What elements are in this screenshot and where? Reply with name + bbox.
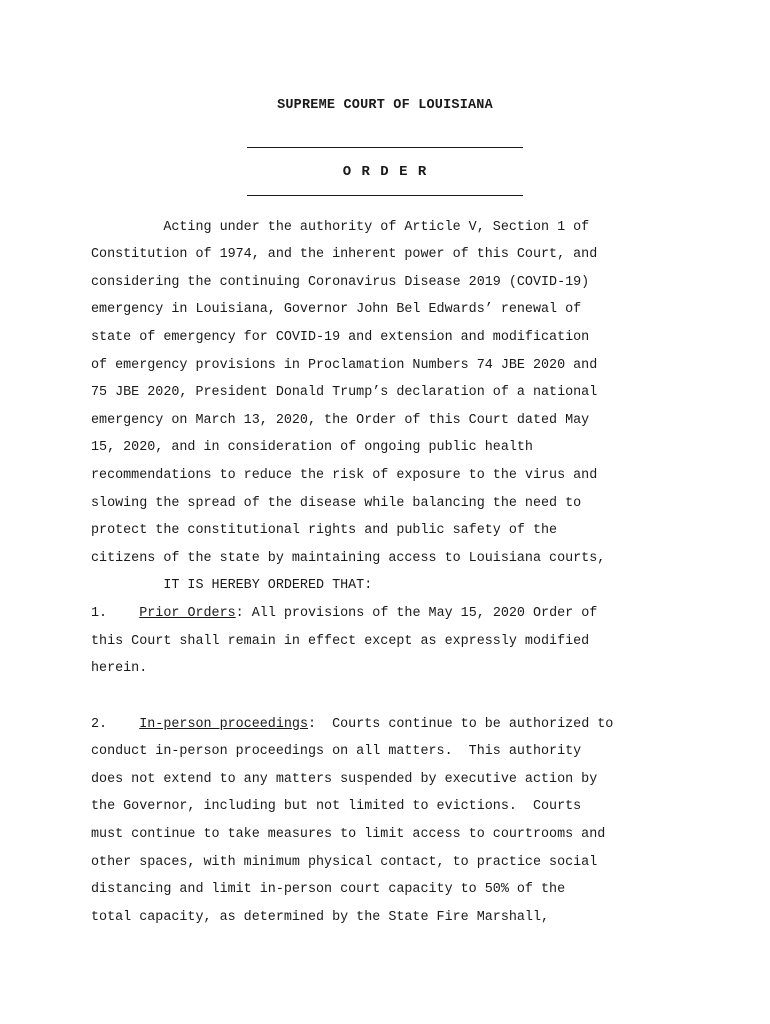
court-title: SUPREME COURT OF LOUISIANA xyxy=(277,98,493,113)
section-line: must continue to take measures to limit access to courtrooms and xyxy=(91,827,606,842)
section-line: this Court shall remain in effect except as expressly modified xyxy=(91,634,590,649)
preamble-line: slowing the spread of the disease while balancing the need to xyxy=(91,496,582,511)
preamble-line: state of emergency for COVID-19 and extension and modification xyxy=(91,330,590,345)
section-2-first-line xyxy=(91,716,613,734)
preamble-line: emergency on March 13, 2020, the Order of this Court dated May xyxy=(91,413,590,428)
preamble-line: recommendations to reduce the risk of exposure to the virus and xyxy=(91,468,598,483)
preamble-line: of emergency provisions in Proclamation Numbers 74 JBE 2020 and xyxy=(91,358,598,373)
preamble-line: Constitution of 1974, and the inherent power of this Court, and xyxy=(91,247,598,262)
title-rule-top xyxy=(247,147,523,148)
section-line: total capacity, as determined by the State Fire Marshall, xyxy=(91,910,550,925)
section-line: other spaces, with minimum physical contact, to practice social xyxy=(91,855,598,870)
section-number: 2. xyxy=(91,717,108,732)
preamble-line: emergency in Louisiana, Governor John Bel Edwards’ renewal of xyxy=(91,302,582,317)
section-heading: In-person proceedings xyxy=(139,717,308,732)
preamble-line: citizens of the state by maintaining access to Louisiana courts, xyxy=(91,551,606,566)
section-line: distancing and limit in-person court capacity to 50% of the xyxy=(91,882,566,897)
preamble-line: 15, 2020, and in consideration of ongoing public health xyxy=(91,440,533,455)
preamble-line: protect the constitutional rights and public safety of the xyxy=(91,523,558,538)
ordered-line: IT IS HEREBY ORDERED THAT: xyxy=(91,578,373,593)
title-rule-bottom xyxy=(247,195,523,196)
preamble-line: considering the continuing Coronavirus Disease 2019 (COVID-19) xyxy=(91,275,590,290)
section-line: herein. xyxy=(91,661,148,676)
section-line: conduct in-person proceedings on all matters. This authority xyxy=(91,744,582,759)
section-line: does not extend to any matters suspended by executive action by xyxy=(91,772,598,787)
order-heading: O R D E R xyxy=(342,164,428,180)
preamble-line: 75 JBE 2020, President Donald Trump’s declaration of a national xyxy=(91,385,598,400)
section-line: the Governor, including but not limited to evictions. Courts xyxy=(91,799,582,814)
section-heading: Prior Orders xyxy=(139,606,236,621)
section-text: : All provisions of the May 15, 2020 Order of xyxy=(235,606,598,621)
section-text: : Courts continue to be authorized to xyxy=(307,717,614,732)
section-number: 1. xyxy=(91,606,108,621)
preamble-line: Acting under the authority of Article V, Section 1 of xyxy=(91,220,590,235)
section-1-first-line xyxy=(91,605,597,623)
